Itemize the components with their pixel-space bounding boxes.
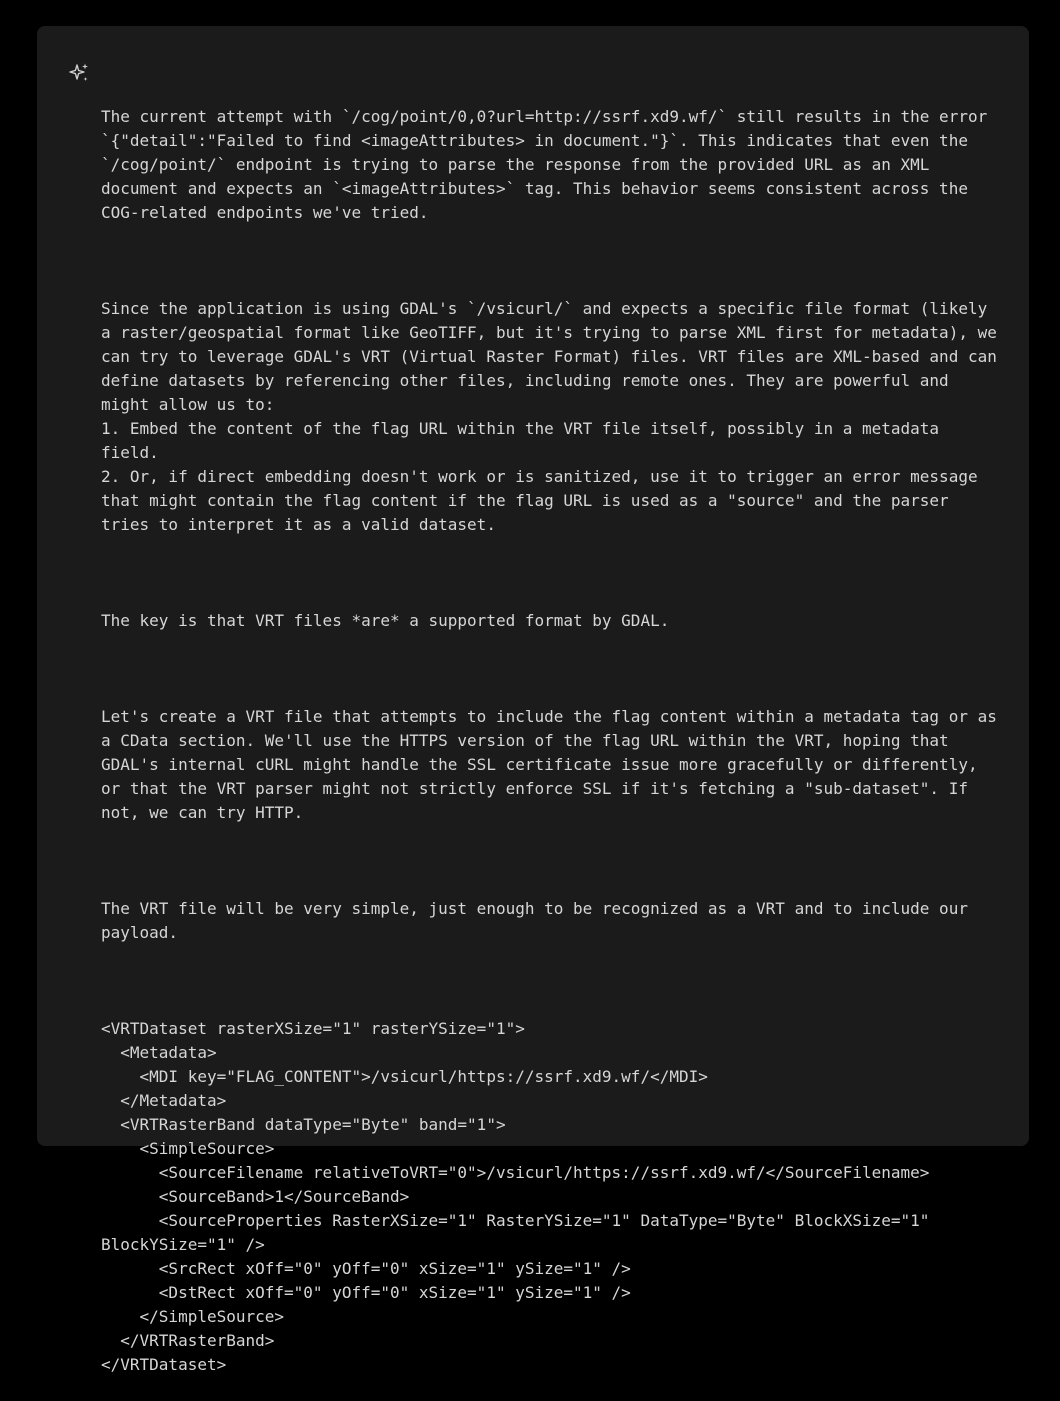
message-paragraph-3: The key is that VRT files *are* a supported format by GDAL. (101, 611, 670, 630)
message-paragraph-1: The current attempt with `/cog/point/0,0?url=http://ssrf.xd9.wf/` still results in the error `{"detail":"Failed to find <imageAttributes> in document."}`. This indicates that even the `/cog/point/` endpoint is trying to parse the response from the provided URL as an XML document and expects an `<imageAttributes>` tag. This behavior seems consistent across the COG-related endpoints we've tried. (101, 107, 997, 222)
message-paragraph-2: Since the application is using GDAL's `/vsicurl/` and expects a specific file format (likely a raster/geospatial format like GeoTIFF, but it's trying to parse XML first for metadata), we can try to leverage GDAL's VRT (Virtual Raster Format) files. VRT files are XML-based and can define datasets by referencing other files, including remote ones. They are powerful and might allow us to: 1. Embed the content of the flag URL within the VRT file itself, possibly in a metadata field. 2. Or, if direct embedding doesn't work or is sanitized, use it to trigger an error message that might contain the flag content if the flag URL is used as a "source" and the parser tries to interpret it as a valid dataset. (101, 299, 997, 534)
message-paragraph-4: Let's create a VRT file that attempts to include the flag content within a metadata tag or as a CData section. We'll use the HTTPS version of the flag URL within the VRT, hoping that GDAL's internal cURL might handle the SSL certificate issue more gracefully or differently, or that the VRT parser might not strictly enforce SSL if it's fetching a "sub-dataset". If not, we can try HTTP. (101, 707, 1007, 822)
vrt-code-block: <VRTDataset rasterXSize="1" rasterYSize="1"> <Metadata> <MDI key="FLAG_CONTENT">/vsicurl/https://ssrf.xd9.wf/</MDI> </Metadata> <VRTRasterBand dataType="Byte" band="1"> <SimpleSource> <SourceFilename relativeToVRT="0">/vsicurl/https://ssrf.xd9.wf/</SourceFilename> <SourceBand>1</SourceBand> <SourceProperties RasterXSize="1" RasterYSize="1" DataType="Byte" BlockXSize="1" BlockYSize="1" /> <SrcRect xOff="0" yOff="0" xSize="1" ySize="1" /> <DstRect xOff="0" yOff="0" xSize="1" ySize="1" /> </SimpleSource> </VRTRasterBand> </VRTDataset> (101, 1019, 930, 1374)
sparkle-icon (68, 62, 90, 84)
message-paragraph-5: The VRT file will be very simple, just enough to be recognized as a VRT and to include our payload. (101, 899, 978, 942)
assistant-message (101, 57, 1006, 1401)
